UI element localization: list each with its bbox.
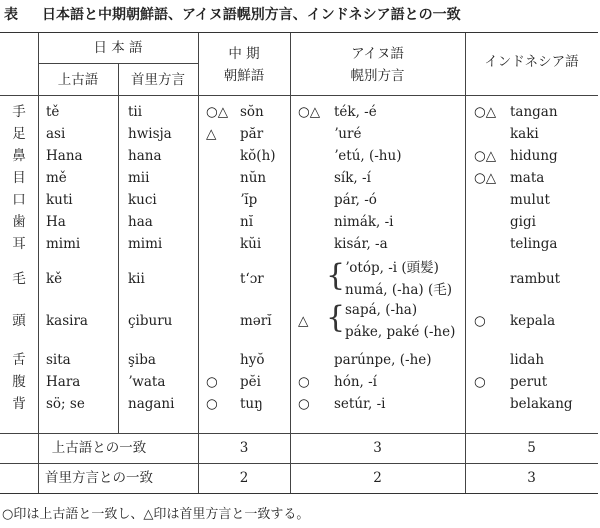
indonesian-cell: mata [510, 170, 545, 186]
header-korean-line1: 中 期 [228, 46, 260, 62]
summary-value-ainu: 2 [373, 470, 382, 486]
ainu-cell: hón, -í [334, 374, 377, 390]
indonesian-cell: hidung [510, 148, 558, 164]
gloss-cell: 足 [12, 126, 26, 142]
header-indonesian: インドネシア語 [484, 54, 579, 70]
summary-value-ainu: 3 [373, 440, 382, 456]
correspondence-mark: ○ [298, 374, 310, 390]
korean-cell: tuŋ [240, 396, 263, 412]
korean-cell: nĭ [240, 214, 254, 230]
ainu-cell: numá, (-ha) (毛) [345, 282, 452, 298]
ainu-cell: ʼetú, (-hu) [334, 148, 402, 164]
correspondence-mark: ○ [474, 374, 486, 390]
ainu-cell: ʼuré [334, 126, 362, 142]
comparison-table [0, 32, 598, 494]
korean-cell: pĕi [240, 374, 261, 390]
correspondence-mark: ○ [298, 396, 310, 412]
korean-cell: sŏn [240, 104, 264, 120]
shuri-cell: nagani [128, 396, 175, 412]
gloss-cell: 耳 [12, 236, 26, 252]
old-japanese-cell: mě [46, 170, 67, 186]
footnote: ○印は上古語と一致し、△印は首里方言と一致する。 [2, 507, 310, 522]
indonesian-cell: kaki [510, 126, 539, 142]
summary-divider [0, 463, 598, 464]
shuri-cell: hana [128, 148, 162, 164]
indonesian-cell: rambut [510, 271, 561, 287]
ainu-cell: pár, -ó [334, 192, 377, 208]
correspondence-mark: ○△ [474, 148, 497, 164]
old-japanese-cell: Ha [46, 214, 66, 230]
brace-mark: { [326, 258, 346, 293]
ainu-cell: sík, -í [334, 170, 371, 186]
correspondence-mark: ○△ [298, 104, 321, 120]
ainu-cell: kisár, -a [334, 236, 388, 252]
table-label: 表 [4, 7, 18, 23]
gloss-cell: 頭 [12, 313, 26, 329]
korean-cell: tʻɔr [240, 271, 264, 287]
correspondence-mark: △ [298, 313, 309, 329]
correspondence-mark: ○ [474, 313, 486, 329]
column-divider [465, 33, 466, 493]
brace-mark: { [326, 300, 346, 335]
gloss-cell: 歯 [12, 214, 26, 230]
shuri-cell: kuci [128, 192, 157, 208]
gloss-cell: 鼻 [12, 148, 26, 164]
header-old-japanese: 上古語 [57, 72, 99, 88]
indonesian-cell: tangan [510, 104, 558, 120]
gloss-cell: 口 [12, 192, 26, 208]
indonesian-cell: lidah [510, 352, 545, 368]
header-ainu-line1: アイヌ語 [351, 46, 404, 62]
correspondence-mark: ○△ [206, 104, 229, 120]
gloss-cell: 腹 [12, 374, 26, 390]
shuri-cell: ʼwata [128, 374, 166, 390]
summary-label: 上古語との一致 [51, 440, 147, 456]
korean-cell: hyŏ [240, 352, 265, 368]
ainu-cell: ʼotóp, -i (頭髪) [345, 260, 439, 276]
indonesian-cell: kepala [510, 313, 556, 329]
old-japanese-cell: Hara [46, 374, 81, 390]
korean-cell: nŭn [240, 170, 267, 186]
header-korean-line2: 朝鮮語 [223, 68, 265, 84]
old-japanese-cell: kuti [46, 192, 73, 208]
summary-value-korean: 3 [239, 440, 249, 456]
column-divider [198, 33, 199, 493]
korean-cell: kŏ(h) [240, 148, 276, 164]
column-divider [38, 33, 39, 493]
shuri-cell: kii [128, 271, 145, 287]
indonesian-cell: belakang [510, 396, 573, 412]
ainu-cell: setúr, -i [334, 396, 386, 412]
korean-cell: mərĭ [240, 313, 272, 329]
ainu-cell: nimák, -i [334, 214, 394, 230]
old-japanese-cell: mimi [46, 236, 81, 252]
shuri-cell: çiburu [128, 313, 173, 329]
table-caption: 日本語と中期朝鮮語、アイヌ語幌別方言、インドネシア語との一致 [42, 7, 461, 23]
shuri-cell: mii [128, 170, 150, 186]
old-japanese-cell: kě [46, 271, 63, 287]
summary-value-indonesian: 5 [527, 440, 536, 456]
gloss-cell: 毛 [12, 271, 26, 287]
indonesian-cell: telinga [510, 236, 558, 252]
header-shuri: 首里方言 [131, 72, 185, 88]
old-japanese-cell: kasira [46, 313, 88, 329]
correspondence-mark: ○ [206, 374, 218, 390]
correspondence-mark: ○ [206, 396, 218, 412]
shuri-cell: tii [128, 104, 143, 120]
indonesian-cell: perut [510, 374, 548, 390]
indonesian-cell: mulut [510, 192, 550, 208]
ainu-cell: páke, paké (-he) [345, 324, 456, 340]
old-japanese-cell: Hana [46, 148, 83, 164]
indonesian-cell: gigi [510, 214, 536, 230]
table-title [4, 4, 461, 24]
header-divider [0, 95, 598, 96]
header-ainu-line2: 幌別方言 [350, 68, 405, 84]
old-japanese-cell: sita [46, 352, 71, 368]
ainu-cell: parúnpe, (-he) [334, 352, 432, 368]
korean-cell: kŭi [240, 236, 262, 252]
correspondence-mark: ○△ [474, 170, 497, 186]
ainu-cell: sapá, (-ha) [345, 302, 418, 318]
gloss-cell: 手 [12, 104, 26, 120]
gloss-cell: 背 [12, 396, 26, 412]
header-divider [38, 63, 198, 64]
gloss-cell: 目 [12, 170, 26, 186]
column-divider [118, 63, 119, 433]
shuri-cell: mimi [128, 236, 163, 252]
header-japanese: 日 本 語 [93, 40, 143, 56]
summary-value-indonesian: 3 [527, 470, 536, 486]
old-japanese-cell: asi [46, 126, 66, 142]
gloss-cell: 舌 [12, 352, 26, 368]
old-japanese-cell: sö; se [46, 396, 85, 412]
correspondence-mark: △ [206, 126, 217, 142]
shuri-cell: hwisja [128, 126, 172, 142]
summary-divider [0, 433, 598, 434]
korean-cell: ʼĭp [240, 192, 258, 208]
summary-value-korean: 2 [239, 470, 249, 486]
column-divider [290, 33, 291, 493]
summary-label: 首里方言との一致 [45, 470, 153, 486]
shuri-cell: haa [128, 214, 153, 230]
shuri-cell: şiba [128, 352, 156, 368]
old-japanese-cell: tě [46, 104, 60, 120]
ainu-cell: ték, -é [334, 104, 377, 120]
korean-cell: păr [240, 126, 264, 142]
correspondence-mark: ○△ [474, 104, 497, 120]
